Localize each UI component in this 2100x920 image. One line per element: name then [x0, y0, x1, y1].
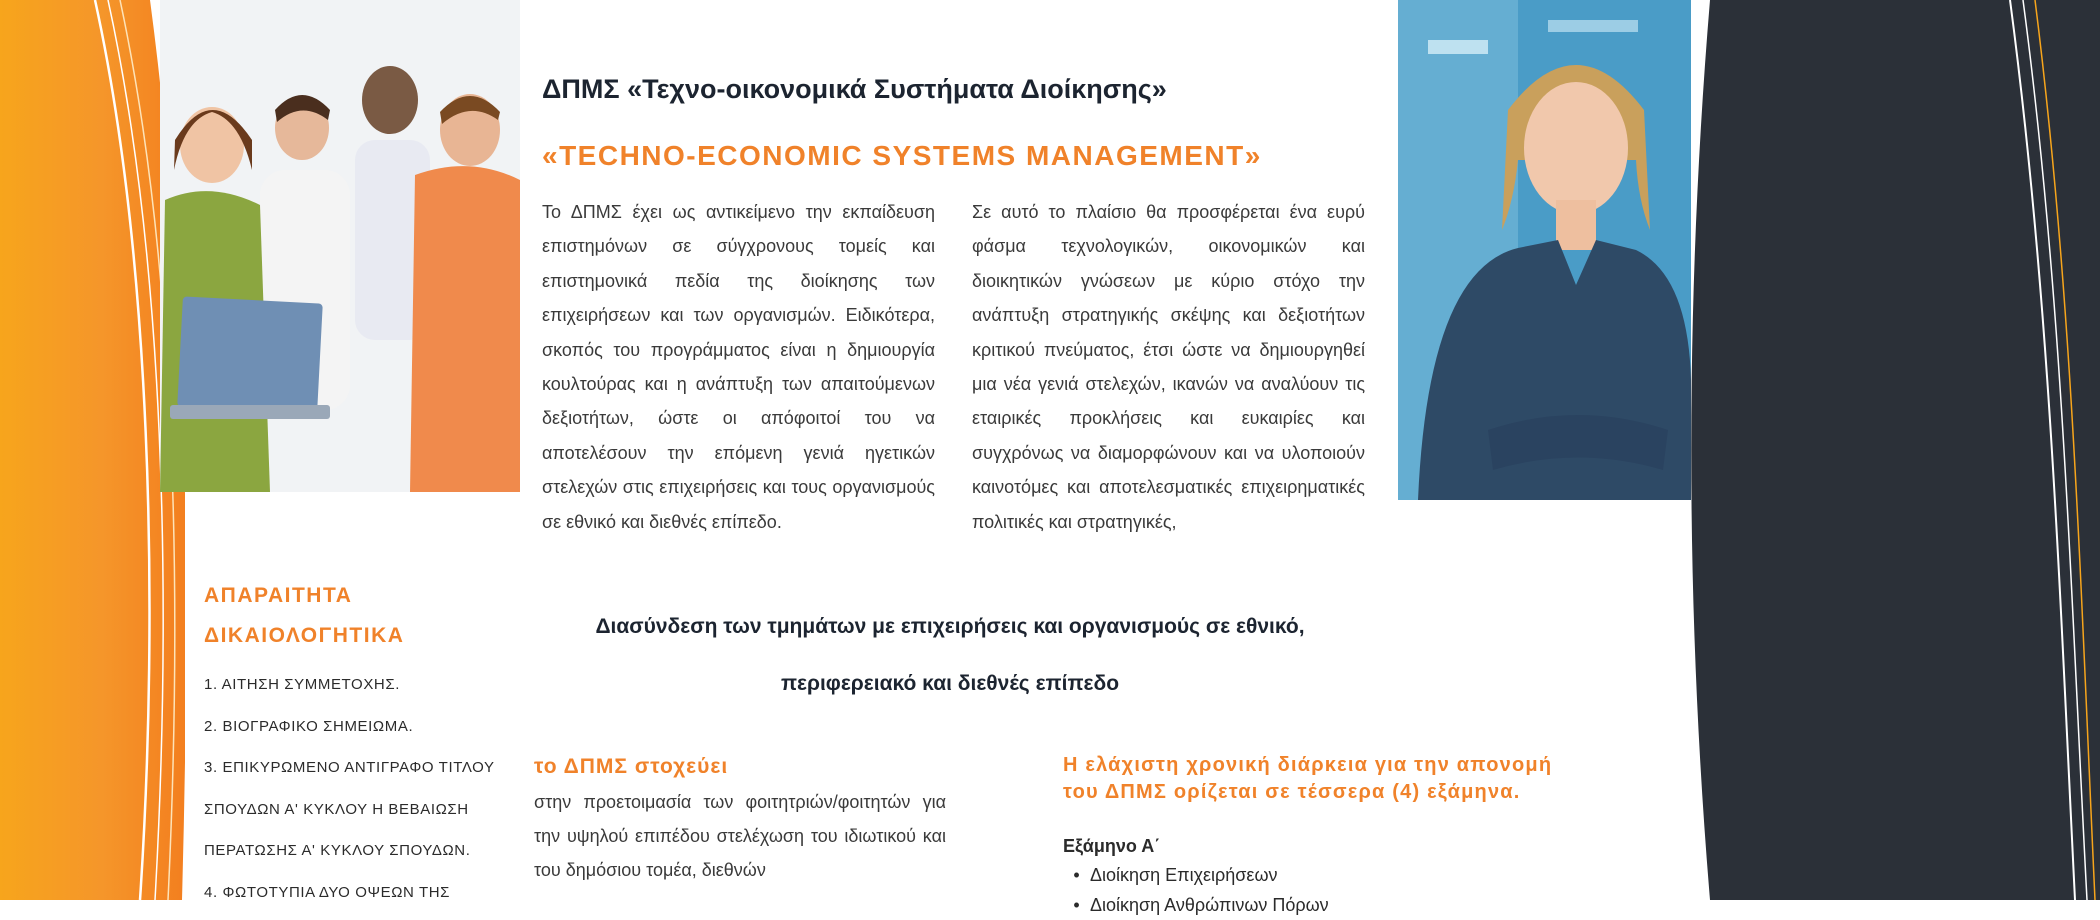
intro-paragraph-1: Το ΔΠΜΣ έχει ως αντικείμενο την εκπαίδευση επιστημόνων σε σύγχρονους τομείς και επιστημονικά πεδία της διοίκησης των επιχειρήσεων και των οργανισμών. Ειδικότερα, σκοπός του προγράμματος είναι η δημιουργία κουλτούρας και η ανάπτυξη των απαιτούμενων δεξιοτήτων, ώστε οι απόφοιτοί του να αποτελέσουν την επόμενη γενιά ηγετικών στελεχών στις επιχειρήσεις και τους οργανισμούς σε εθνικό και διεθνές επίπεδο. [542, 202, 935, 532]
left-band-curves [0, 0, 185, 900]
requirement-item: ΣΠΟΥΔΩΝ Α' ΚΥΚΛΟΥ Η ΒΕΒΑΙΩΣΗ [204, 800, 469, 818]
right-band-curves [1655, 0, 2100, 900]
requirement-item: 4. ΦΩΤΟΤΥΠΙΑ ΔΥΟ ΟΨΕΩΝ ΤΗΣ [204, 883, 451, 901]
semester-label: Εξάμηνο Α΄ [1063, 836, 1161, 856]
left-orange-band [0, 0, 185, 900]
requirements-list [204, 664, 504, 913]
intro-paragraph-2: Σε αυτό το πλαίσιο θα προσφέρεται ένα ευρύ φάσμα τεχνολογικών, οικονομικών και διοικητικών γνώσεων με κύριο στόχο την ανάπτυξη στρατηγικής σκέψης και δεξιοτήτων κριτικού πνεύματος, έτσι ώστε να δημιουργηθεί μια νέα γενιά στελεχών, ικανών να αναλύουν τις εταιρικές προκλήσεις και ευκαιρίες και συγχρόνως να διαμορφώνουν και να υλοποιούν καινοτόμες και αποτελεσματικές επιχειρηματικές πολιτικές και στρατηγικές, [972, 202, 1365, 532]
course-item: • Διοίκηση Επιχειρήσεων [1063, 860, 1329, 890]
program-title-greek: ΔΠΜΣ «Τεχνο-οικονομικά Συστήματα Διοίκησης» [542, 74, 1167, 104]
goal-title: το ΔΠΜΣ στοχεύει [534, 755, 729, 778]
duration-title: Η ελάχιστη χρονική διάρκεια για την απονομή του ΔΠΜΣ ορίζεται σε τέσσερα (4) εξάμηνα. [1063, 754, 1553, 803]
course-item: • Διοίκηση Ανθρώπινων Πόρων [1063, 890, 1329, 920]
requirement-item: 1. ΑΙΤΗΣΗ ΣΥΜΜΕΤΟΧΗΣ. [204, 676, 400, 693]
woman-portrait-illustration [1398, 0, 1691, 500]
group-photo-illustration [160, 0, 520, 492]
requirements-title-line-2: ΔΙΚΑΙΟΛΟΓΗΤΙΚΑ [204, 624, 405, 647]
requirement-item: ΠΕΡΑΤΩΣΗΣ Α' ΚΥΚΛΟΥ ΣΠΟΥΔΩΝ. [204, 842, 471, 859]
requirement-item: 2. ΒΙΟΓΡΑΦΙΚΟ ΣΗΜΕΙΩΜΑ. [204, 717, 414, 735]
semester-course-list [1063, 860, 1329, 920]
right-dark-band [1655, 0, 2100, 900]
requirements-title [204, 576, 404, 656]
linkage-line-2: περιφερειακό και διεθνές επίπεδο [780, 672, 1120, 695]
goal-text: στην προετοιμασία των φοιτητριών/φοιτητών για την υψηλού επιπέδου στελέχωση του ιδιωτικού και του δημόσιου τομέα, διεθνών [534, 792, 946, 880]
woman-portrait-photo [1398, 0, 1691, 500]
group-photo [160, 0, 520, 492]
program-title-english: «TECHNO-ECONOMIC SYSTEMS MANAGEMENT» [542, 140, 1262, 171]
linkage-line-1: Διασύνδεση των τμημάτων με επιχειρήσεις και οργανισμούς σε εθνικό, [595, 615, 1305, 638]
requirement-item: 3. ΕΠΙΚΥΡΩΜΕΝΟ ΑΝΤΙΓΡΑΦΟ ΤΙΤΛΟΥ [204, 759, 495, 776]
requirements-title-line-1: ΑΠΑΡΑΙΤΗΤΑ [204, 584, 353, 607]
